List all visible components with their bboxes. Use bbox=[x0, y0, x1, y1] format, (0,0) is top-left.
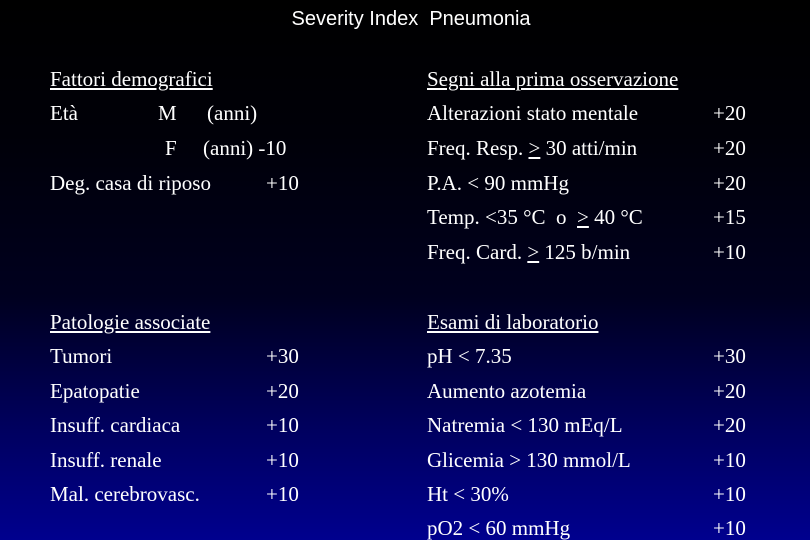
patologie-row-label: Insuff. renale bbox=[50, 448, 162, 472]
demografici-heading: Fattori demografici bbox=[50, 67, 213, 91]
patologie-row-value: +20 bbox=[266, 379, 299, 403]
laboratorio-row-value: +30 bbox=[713, 344, 746, 368]
laboratorio-row-label: Natremia < 130 mEq/L bbox=[427, 413, 623, 437]
ge-symbol: > bbox=[577, 205, 589, 229]
label-text: 125 b/min bbox=[539, 240, 631, 264]
laboratorio-row-label: pO2 < 60 mmHg bbox=[427, 516, 571, 540]
segni-row-value: +20 bbox=[713, 171, 746, 195]
segni-row-value: +20 bbox=[713, 136, 746, 160]
eta-label: Età bbox=[50, 101, 78, 125]
label-text: Freq. Resp. bbox=[427, 136, 529, 160]
patologie-row-label: Tumori bbox=[50, 344, 113, 368]
patologie-row-value: +10 bbox=[266, 413, 299, 437]
label-text: 40 °C bbox=[588, 205, 643, 229]
laboratorio-row-value: +10 bbox=[713, 482, 746, 506]
segni-row-value: +15 bbox=[713, 205, 746, 229]
label-text: Freq. Card. bbox=[427, 240, 528, 264]
segni-row-value: +10 bbox=[713, 240, 746, 264]
laboratorio-row-value: +10 bbox=[713, 448, 746, 472]
label-text: Temp. <35 °C o bbox=[427, 205, 578, 229]
patologie-row-label: Mal. cerebrovasc. bbox=[50, 482, 200, 506]
segni-row-label: Alterazioni stato mentale bbox=[427, 101, 639, 125]
patologie-row-value: +10 bbox=[266, 482, 299, 506]
segni-row-label bbox=[427, 136, 637, 160]
ge-symbol: > bbox=[528, 136, 541, 160]
segni-row-value: +20 bbox=[713, 101, 746, 125]
laboratorio-row-value: +10 bbox=[713, 516, 746, 540]
segni-row-label: P.A. < 90 mmHg bbox=[427, 171, 569, 195]
label-text: 30 atti/min bbox=[540, 136, 638, 160]
laboratorio-row-label: pH < 7.35 bbox=[427, 344, 512, 368]
laboratorio-row-value: +20 bbox=[713, 379, 746, 403]
laboratorio-row-label: Glicemia > 130 mmol/L bbox=[427, 448, 631, 472]
laboratorio-row-label: Aumento azotemia bbox=[427, 379, 587, 403]
ge-symbol: > bbox=[527, 240, 540, 264]
eta-m-unit: (anni) bbox=[207, 101, 258, 125]
eta-m-label: M bbox=[158, 101, 177, 125]
laboratorio-heading: Esami di laboratorio bbox=[427, 310, 599, 334]
segni-row-label bbox=[427, 205, 643, 229]
slide-title: Severity Index Pneumonia bbox=[291, 8, 531, 30]
segni-row-label bbox=[427, 240, 630, 264]
segni-heading: Segni alla prima osservazione bbox=[427, 67, 679, 91]
eta-f-unit: (anni) -10 bbox=[203, 136, 287, 160]
patologie-row-value: +30 bbox=[266, 344, 299, 368]
patologie-row-value: +10 bbox=[266, 448, 299, 472]
laboratorio-row-label: Ht < 30% bbox=[427, 482, 509, 506]
laboratorio-row-value: +20 bbox=[713, 413, 746, 437]
eta-f-label: F bbox=[165, 136, 177, 160]
casa-riposo-label: Deg. casa di riposo bbox=[50, 171, 211, 195]
patologie-row-label: Epatopatie bbox=[50, 379, 140, 403]
patologie-heading: Patologie associate bbox=[50, 310, 211, 334]
casa-riposo-value: +10 bbox=[266, 171, 299, 195]
patologie-row-label: Insuff. cardiaca bbox=[50, 413, 181, 437]
